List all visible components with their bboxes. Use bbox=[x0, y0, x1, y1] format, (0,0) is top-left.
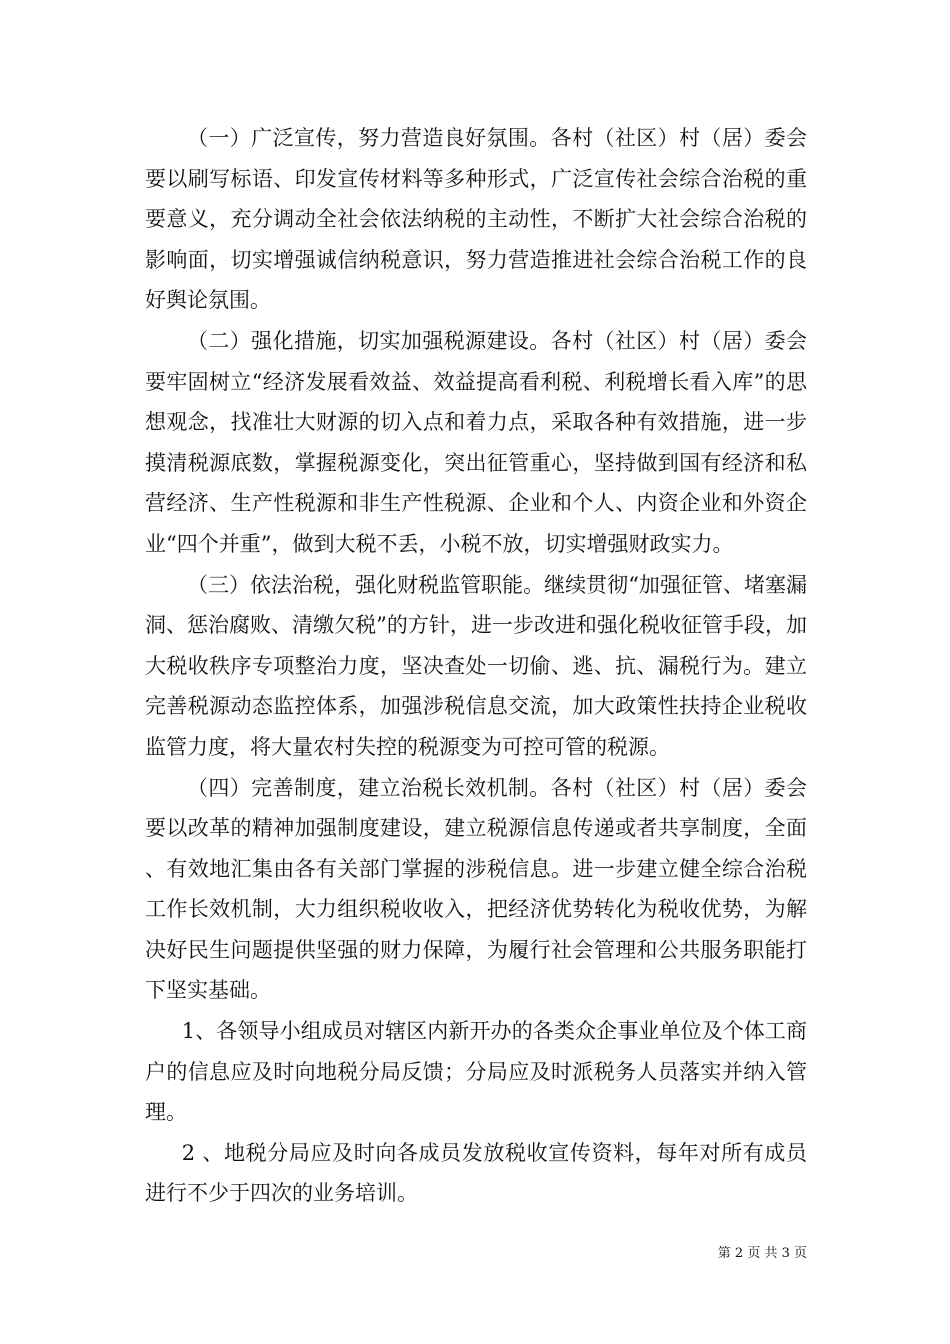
paragraph-institution: （四）完善制度，建立治税长效机制。各村（社区）村（居）委会要以改革的精神加强制度建设，建立税源信息传递或者共享制度，全面、有效地汇集由各有关部门掌握的涉税信息。进一步建立健全综合治税工作长效机制，大力组织税收收入，把经济优势转化为税收优势，为解决好民生问题提供坚强的财力保障，为履行社会管理和公共服务职能打下坚实基础。 bbox=[145, 775, 807, 1003]
page-number: 第 2 页 共 3 页 bbox=[717, 1246, 807, 1261]
paragraph-rule-of-law: （三）依法治税，强化财税监管职能。继续贯彻“加强征管、堵塞漏洞、惩治腐败、清缴欠税”的方针，进一步改进和强化税收征管手段，加大税收秩序专项整治力度，坚决查处一切偷、逃、抗、漏税行为。建立完善税源动态监控体系，加强涉税信息交流，加大政策性扶持企业税收监管力度，将大量农村失控的税源变为可控可管的税源。 bbox=[145, 572, 807, 759]
document-body bbox=[145, 118, 807, 1214]
paragraph-tax-source: （二）强化措施，切实加强税源建设。各村（社区）村（居）委会要牢固树立“经济发展看效益、效益提高看利税、利税增长看入库”的思想观念，找准壮大财源的切入点和着力点，采取各种有效措施，进一步摸清税源底数，掌握税源变化，突出征管重心，坚持做到国有经济和私营经济、生产性税源和非生产性税源、企业和个人、内资企业和外资企业“四个并重”，做到大税不丢，小税不放，切实增强财政实力。 bbox=[145, 328, 807, 556]
paragraph-item-2: 2 、地税分局应及时向各成员发放税收宣传资料，每年对所有成员进行不少于四次的业务培训。 bbox=[145, 1140, 807, 1206]
paragraph-publicity: （一）广泛宣传，努力营造良好氛围。各村（社区）村（居）委会要以刷写标语、印发宣传材料等多种形式，广泛宣传社会综合治税的重要意义，充分调动全社会依法纳税的主动性，不断扩大社会综合治税的影响面，切实增强诚信纳税意识，努力营造推进社会综合治税工作的良好舆论氛围。 bbox=[145, 126, 807, 313]
paragraph-item-1: 1、各领导小组成员对辖区内新开办的各类众企事业单位及个体工商户的信息应及时向地税分局反馈；分局应及时派税务人员落实并纳入管理。 bbox=[145, 1019, 807, 1125]
